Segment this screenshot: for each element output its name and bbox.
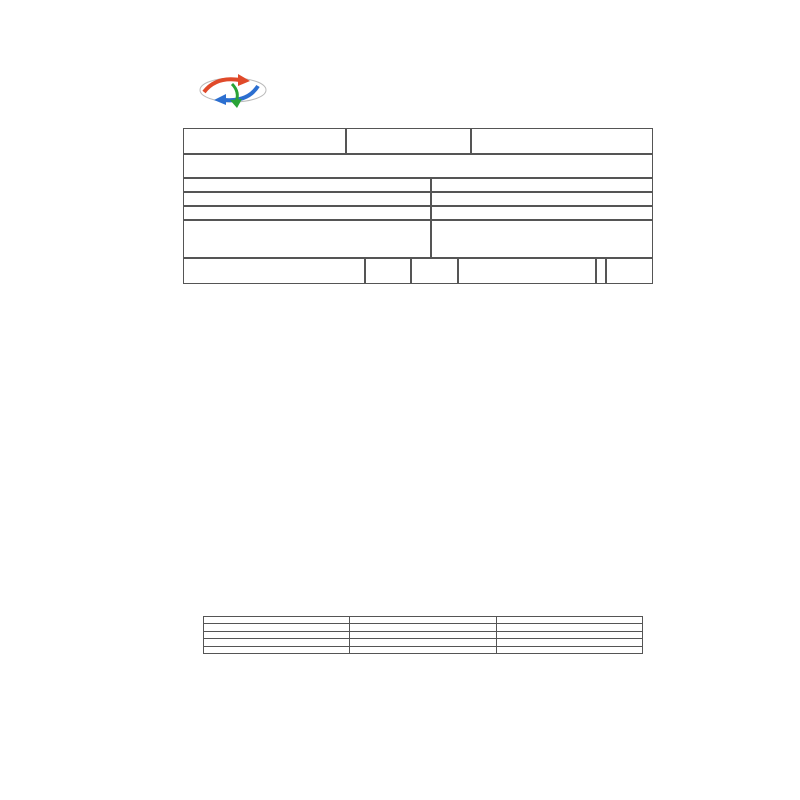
company-logo (196, 70, 270, 108)
header-results-pct (365, 258, 411, 284)
header-units (606, 258, 653, 284)
results-table (183, 258, 653, 476)
header-results-mg (411, 258, 458, 284)
header-test-methods (458, 258, 596, 284)
batch-number-label (183, 178, 431, 192)
customer-cell (183, 154, 653, 178)
report-number (471, 128, 653, 154)
table-row (204, 646, 643, 653)
location-label (183, 206, 431, 220)
receipt-cell (183, 128, 346, 154)
product-name (431, 178, 653, 192)
sample-date-label (183, 192, 431, 206)
heavy-metals-header-row (204, 617, 643, 624)
header-pct-column (596, 258, 606, 284)
header-requirements (183, 258, 365, 284)
signatory-cell (183, 220, 431, 258)
date-of-report-cell (346, 128, 471, 154)
table-row (204, 631, 643, 638)
sample-date-value (431, 192, 653, 206)
table-row (204, 624, 643, 631)
comments-cell (431, 220, 653, 258)
heavy-metals-table (203, 616, 643, 654)
report-info-table (183, 128, 653, 258)
table-row (204, 639, 643, 646)
location-value (431, 206, 653, 220)
